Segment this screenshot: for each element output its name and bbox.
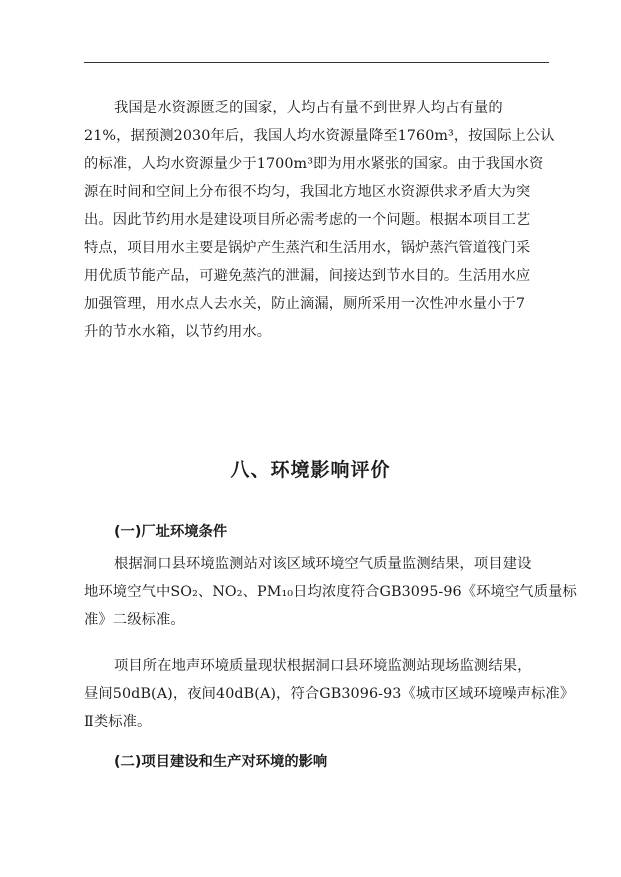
- paragraph-line: 特点，项目用水主要是锅炉产生蒸汽和生活用水，锅炉蒸汽管道筏门采: [84, 240, 531, 256]
- paragraph-line: 的标准，人均水资源量少于1700m³即为用水紧张的国家。由于我国水资: [84, 156, 544, 172]
- paragraph-line: 源在时间和空间上分布很不均匀，我国北方地区水资源供求矛盾大为突: [84, 184, 531, 200]
- paragraph-line: Ⅱ类标准。: [84, 714, 152, 730]
- subsection-title-environmental-impact: (二)项目建设和生产对环境的影响: [114, 754, 328, 770]
- paragraph-line: 21%，据预测2030年后，我国人均水资源量降至1760m³，按国际上公认: [84, 128, 555, 144]
- paragraph-line: 根据洞口县环境监测站对该区域环境空气质量监测结果，项目建设: [114, 556, 532, 572]
- paragraph-line: 出。因此节约用水是建设项目所必需考虑的一个问题。根据本项目工艺: [84, 212, 531, 228]
- paragraph-line: 准》二级标准。: [84, 612, 185, 628]
- paragraph-line: 地环境空气中SO₂、NO₂、PM₁₀日均浓度符合GB3095-96《环境空气质量标: [84, 584, 577, 600]
- water-conservation-paragraph: [84, 94, 555, 346]
- paragraph-line: 用优质节能产品，可避免蒸汽的泄漏，间接达到节水目的。生活用水应: [84, 268, 531, 284]
- subsection-title-site-conditions: (一)厂址环境条件: [114, 524, 228, 540]
- section-title: 八、环境影响评价: [230, 459, 391, 481]
- paragraph-line: 加强管理，用水点人去水关，防止滴漏，厕所采用一次性冲水量小于7: [84, 296, 526, 312]
- paragraph-line: 我国是水资源匮乏的国家，人均占有量不到世界人均占有量的: [114, 100, 503, 116]
- paragraph-line: 昼间50dB(A)，夜间40dB(A)，符合GB3096-93《城市区域环境噪声标准》: [84, 686, 575, 702]
- paragraph-line: 项目所在地声环境质量现状根据洞口县环境监测站现场监测结果，: [114, 658, 532, 674]
- header-rule: [84, 62, 549, 63]
- paragraph-line: 升的节水水箱，以节约用水。: [84, 324, 272, 340]
- air-quality-paragraph: [84, 550, 577, 634]
- noise-quality-paragraph: [84, 652, 575, 736]
